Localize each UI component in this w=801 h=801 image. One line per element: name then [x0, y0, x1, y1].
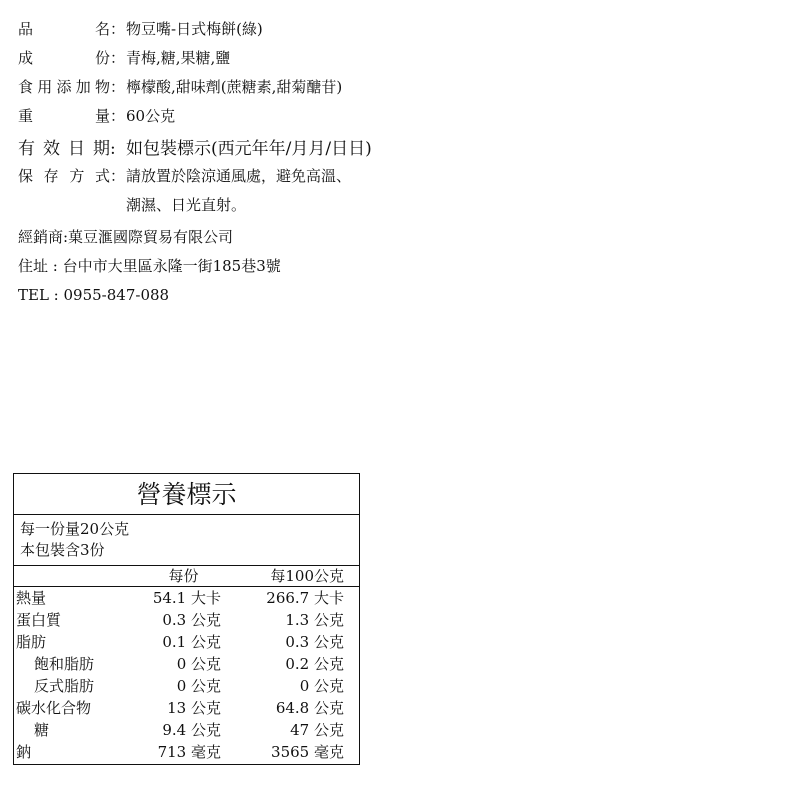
ingredients-value: 青梅,糖,果糖,鹽	[126, 49, 231, 67]
per-100g-value: 0.2 公克	[285, 655, 344, 673]
servings-per-pack: 本包裝含3份	[20, 541, 105, 559]
ingredients-row	[18, 47, 778, 76]
per-100g-value: 3565 毫克	[271, 743, 344, 761]
ingredients-label: 成 份	[18, 49, 110, 67]
nutrition-row	[14, 631, 359, 653]
colon: ：	[110, 49, 126, 67]
per-serving-value: 13 公克	[167, 699, 221, 717]
per-serving-value: 0.1 公克	[162, 633, 221, 651]
per-100g-value: 64.8 公克	[275, 699, 344, 717]
per-serving-value: 0.3 公克	[162, 611, 221, 629]
per-serving-value: 0 公克	[176, 677, 221, 695]
weight-row	[18, 105, 778, 134]
col-per-100g: 每100公克	[270, 567, 344, 585]
nutrient-name: 反式脂肪	[34, 677, 95, 695]
weight-label: 重 量	[18, 107, 110, 125]
weight-value: 60公克	[126, 107, 176, 125]
colon: :	[110, 139, 116, 159]
storage-value-line2: 潮濕、日光直射。	[126, 196, 247, 214]
nutrient-name: 脂肪	[16, 633, 47, 651]
nutrition-row	[14, 741, 359, 763]
storage-row-continued	[18, 194, 778, 223]
per-100g-value: 0.3 公克	[285, 633, 344, 651]
per-100g-value: 47 公克	[290, 721, 344, 739]
distributor: 經銷商:菓豆滙國際貿易有限公司	[18, 228, 234, 246]
per-serving-value: 713 毫克	[157, 743, 221, 761]
expiry-row	[18, 134, 778, 165]
per-100g-value: 266.7 大卡	[266, 589, 344, 607]
per-100g-value: 0 公克	[299, 677, 344, 695]
colon: ：	[110, 167, 126, 185]
colon: ：	[110, 20, 126, 38]
col-per-serving: 每份	[168, 567, 199, 585]
nutrition-header-row	[14, 566, 359, 587]
additives-label: 食 用 添 加 物	[18, 78, 110, 96]
address: 住址 : 台中市大里區永隆一街185巷3號	[18, 257, 281, 275]
expiry-value: 如包裝標示(西元年年/月月/日日)	[126, 139, 372, 159]
additives-value: 檸檬酸,甜味劑(蔗糖素,甜菊醣苷)	[126, 78, 343, 96]
name-row	[18, 18, 778, 47]
per-serving-value: 0 公克	[176, 655, 221, 673]
product-info	[18, 18, 778, 310]
nutrition-row	[14, 675, 359, 697]
name-value: 物豆嘴-日式梅餅(綠)	[126, 20, 263, 38]
nutrition-rows	[14, 587, 359, 764]
storage-label: 保 存 方 式	[18, 167, 110, 185]
nutrient-name: 糖	[34, 721, 50, 739]
nutrient-name: 飽和脂肪	[34, 655, 95, 673]
name-label: 品 名	[18, 20, 110, 38]
nutrient-name: 蛋白質	[16, 611, 62, 629]
additives-row	[18, 76, 778, 105]
nutrient-name: 鈉	[16, 743, 32, 761]
nutrition-row	[14, 653, 359, 675]
serving-size: 每一份量20公克	[20, 520, 130, 538]
per-serving-value: 9.4 公克	[162, 721, 221, 739]
nutrition-row	[14, 697, 359, 719]
colon: ：	[110, 78, 126, 96]
nutrition-row	[14, 587, 359, 609]
nutrition-row	[14, 719, 359, 741]
storage-row	[18, 165, 778, 194]
nutrition-row	[14, 609, 359, 631]
serving-info	[14, 515, 359, 566]
nutrient-name: 熱量	[16, 589, 47, 607]
colon: ：	[110, 107, 126, 125]
storage-value-line1: 請放置於陰涼通風處，避免高溫、	[126, 167, 352, 185]
nutrition-title: 營養標示	[14, 474, 359, 515]
per-serving-value: 54.1 大卡	[152, 589, 221, 607]
per-100g-value: 1.3 公克	[285, 611, 344, 629]
expiry-label: 有 效 日 期	[18, 139, 110, 159]
nutrition-facts-table	[13, 473, 360, 765]
telephone: TEL : 0955-847-088	[18, 286, 170, 304]
nutrient-name: 碳水化合物	[16, 699, 92, 717]
